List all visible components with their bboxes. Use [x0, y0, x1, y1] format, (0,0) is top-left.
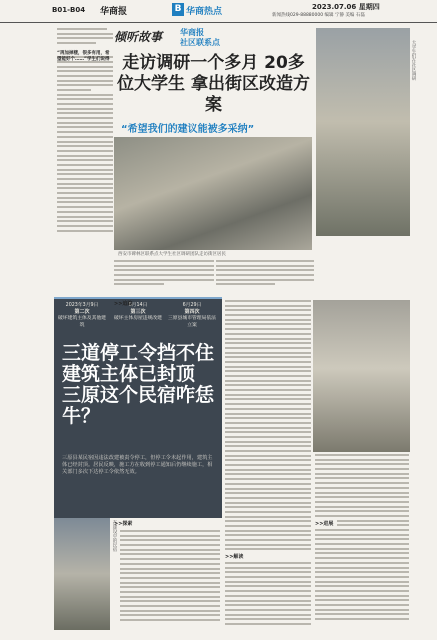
chip-date: 6月29日	[182, 303, 202, 308]
section-letter: B	[172, 3, 184, 16]
section-label: >>追踪	[114, 301, 133, 307]
column-tag	[180, 28, 220, 48]
body-text-column	[120, 530, 220, 630]
section-name: 华商热点	[186, 7, 223, 17]
brand-logo: 华商报	[100, 7, 128, 17]
chip-text: 破坏建筑主体及其他建筑	[58, 316, 106, 328]
page-number: B01-B04	[52, 6, 86, 14]
section-label: >>探索	[114, 521, 133, 527]
section-label: >>解读	[225, 554, 244, 560]
chip-title: 第四次	[184, 309, 200, 316]
chip-date: 6月14日	[128, 303, 148, 308]
feature-box	[54, 297, 222, 518]
body-text-column	[315, 454, 409, 630]
hotline: 新闻热线029-88880000 编辑 宁静 美编 石磊	[272, 13, 365, 18]
subheadline: “希望我们的建议能被多采纳”	[121, 124, 255, 135]
pull-quote: “再加掉楼，很多有用，希望能好个……”学生们说得	[57, 51, 110, 62]
body-text-column	[225, 562, 311, 630]
body-text-column	[216, 260, 314, 292]
news-photo	[313, 300, 410, 452]
chip-title: 第三次	[130, 309, 146, 316]
feature-lead: 三原县某民宿因违法改建被责令停工，但停工令未起作用，建筑主体已经封顶。居民反映，施工方在收到停工通知后仍继续施工，相关部门多次下达停工令依然无效。	[62, 455, 213, 476]
chip-title: 第二次	[74, 309, 90, 316]
body-text-column	[114, 260, 214, 290]
news-photo	[114, 137, 312, 250]
section-label: >>进展	[315, 520, 337, 527]
main-headline: 走访调研一个多月 20多位大学生 拿出街区改造方案	[117, 53, 310, 115]
issue-date: 2023.07.06 星期四	[312, 3, 380, 11]
body-text-column	[225, 300, 311, 550]
photo-caption: 大学生们在社区调研	[411, 40, 416, 81]
feature-headline: 三道停工令挡不住 建筑主体已封顶 三原这个民宿咋恁牛？	[62, 342, 215, 427]
chip-date: 2023年3月9日	[65, 303, 99, 308]
chip-text: 三原县城市管理局依法立案	[168, 316, 216, 328]
tag-line: 华商报	[180, 28, 204, 37]
timeline-chip	[166, 303, 218, 329]
photo-caption: 西安市碑林区联系点大学生社区调研团队走访街区居民	[118, 252, 226, 257]
photo-caption: 在建设中的民宿	[112, 520, 117, 552]
tag-line: 社区联系点	[180, 38, 220, 47]
news-photo	[316, 28, 410, 236]
news-photo	[54, 518, 110, 630]
page-header	[0, 0, 437, 23]
timeline-chip	[56, 303, 108, 329]
column-kicker: 倾听故事	[114, 30, 163, 44]
accent-rule	[54, 297, 222, 299]
chip-text: 破坏主体房屋违规改建	[114, 316, 162, 322]
